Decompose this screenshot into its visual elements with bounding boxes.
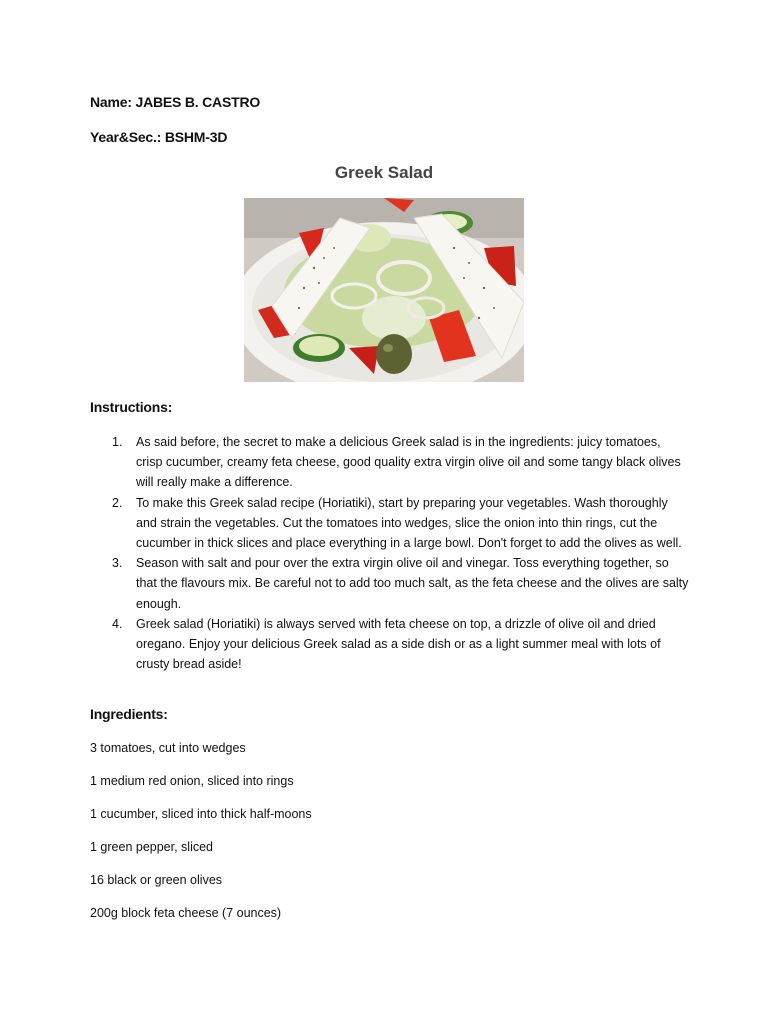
step-number: 4. [112, 616, 123, 631]
ingredient-item: 1 green pepper, sliced [90, 840, 214, 854]
step-number: 2. [112, 495, 123, 510]
step-number: 3. [112, 556, 123, 571]
ingredient-item: 1 cucumber, sliced into thick half-moons [90, 807, 312, 821]
ingredient-item: 3 tomatoes, cut into wedges [90, 741, 246, 755]
instruction-step [90, 553, 690, 614]
ingredients-list [90, 740, 312, 938]
step-text: Greek salad (Horiatiki) is always served with feta cheese on top, a drizzle of olive oil and dried oregano. Enjoy your delicious Greek salad as a side dish or as a light summer meal with lots of crusty bread aside! [136, 616, 661, 672]
student-name: Name: JABES B. CASTRO [90, 94, 261, 110]
ingredient-item: 16 black or green olives [90, 873, 223, 887]
step-text: As said before, the secret to make a delicious Greek salad is in the ingredients: juicy tomatoes, crisp cucumber, creamy feta cheese, good quality extra virgin olive oil and some tangy black olives will really make a difference. [136, 435, 681, 490]
ingredient-item: 200g block feta cheese (7 ounces) [90, 906, 282, 920]
recipe-title: Greek Salad [334, 163, 434, 182]
instruction-step [90, 614, 690, 675]
instruction-step [90, 432, 690, 493]
ingredients-heading: Ingredients: [90, 706, 168, 722]
step-text: To make this Greek salad recipe (Horiatiki), start by preparing your vegetables. Wash thoroughly and strain the vegetables. Cut the tomatoes into wedges, slice the onion into thin rings, cut the cucumber in thick slices and place everything in a large bowl. Don't forget to add the olives as well. [136, 495, 682, 551]
instruction-step [90, 493, 690, 554]
ingredient-item: 1 medium red onion, sliced into rings [90, 774, 294, 788]
greek-salad-photo [244, 198, 524, 382]
step-text: Season with salt and pour over the extra virgin olive oil and vinegar. Toss everything together, so that the flavours mix. Be careful not to add too much salt, as the feta cheese and the olives are salty enough. [136, 556, 689, 611]
student-section: Year&Sec.: BSHM-3D [90, 129, 228, 145]
instructions-list [90, 432, 690, 674]
instructions-heading: Instructions: [90, 399, 173, 415]
step-number: 1. [112, 435, 123, 449]
